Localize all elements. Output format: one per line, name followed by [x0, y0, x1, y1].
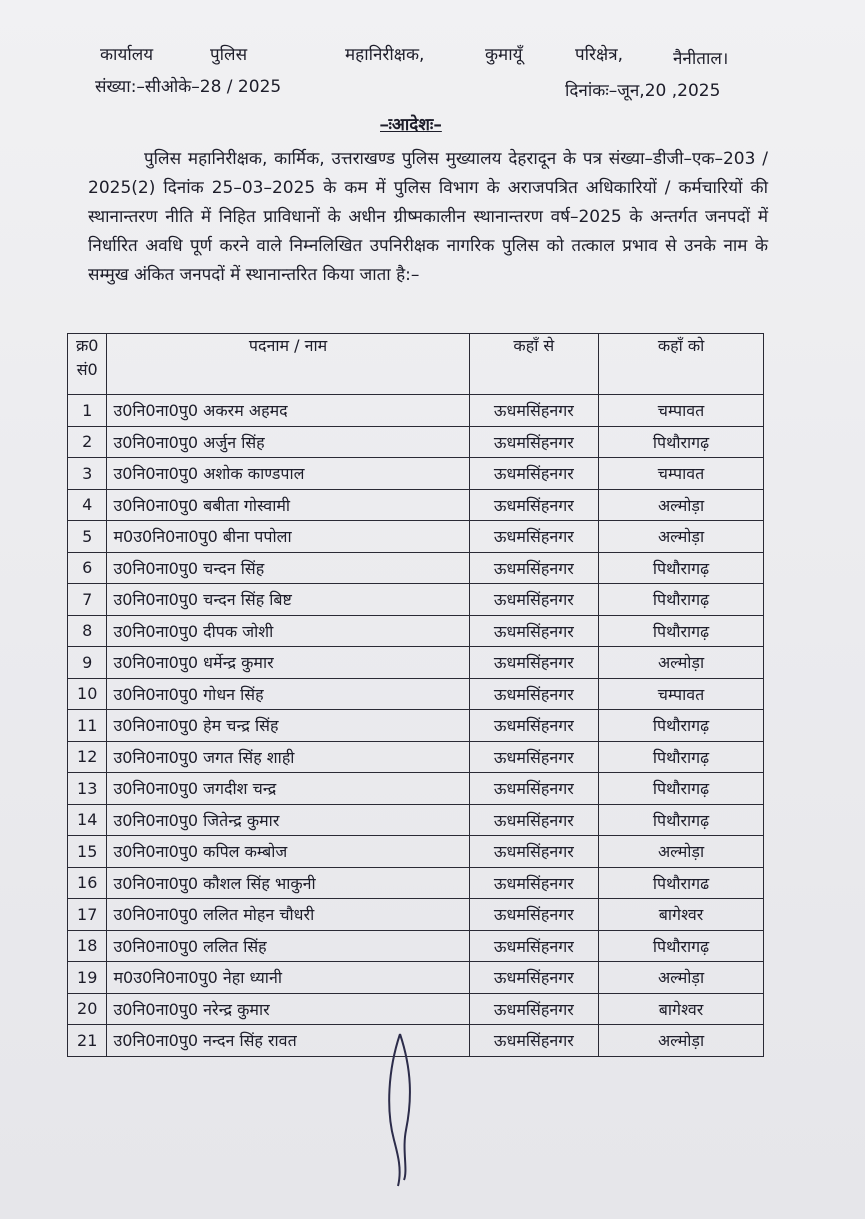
serial-cell: 19	[68, 962, 107, 994]
name-cell: उ0नि0ना0पु0 अर्जुन सिंह	[107, 426, 469, 458]
to-cell: चम्पावत	[599, 458, 764, 490]
name-cell: उ0नि0ना0पु0 ललित मोहन चौधरी	[107, 899, 469, 931]
serial-cell: 3	[68, 458, 107, 490]
serial-cell: 7	[68, 584, 107, 616]
name-cell: उ0नि0ना0पु0 दीपक जोशी	[107, 615, 469, 647]
table-row	[68, 458, 764, 490]
serial-cell: 8	[68, 615, 107, 647]
table-row	[68, 804, 764, 836]
ig-word: महानिरीक्षक,	[345, 45, 425, 65]
from-cell: ऊधमसिंहनगर	[469, 489, 598, 521]
to-cell: अल्मोड़ा	[599, 1025, 764, 1057]
order-date: दिनांकः–जून,20 ,2025	[565, 81, 721, 101]
table-row	[68, 552, 764, 584]
range-word: परिक्षेत्र,	[575, 45, 623, 65]
serial-cell: 12	[68, 741, 107, 773]
name-cell: उ0नि0ना0पु0 नरेन्द्र कुमार	[107, 993, 469, 1025]
name-cell: म0उ0नि0ना0पु0 बीना पपोला	[107, 521, 469, 553]
from-cell: ऊधमसिंहनगर	[469, 458, 598, 490]
name-cell: उ0नि0ना0पु0 कपिल कम्बोज	[107, 836, 469, 868]
from-cell: ऊधमसिंहनगर	[469, 710, 598, 742]
header-serial-line2: सं0	[76, 360, 98, 379]
table-row	[68, 930, 764, 962]
to-cell: पिथौरागढ़	[599, 930, 764, 962]
serial-cell: 20	[68, 993, 107, 1025]
header-name: पदनाम / नाम	[107, 334, 469, 395]
serial-cell: 13	[68, 773, 107, 805]
city-word: नैनीताल।	[673, 49, 729, 69]
header-from: कहाँ से	[469, 334, 598, 395]
name-cell: म0उ0नि0ना0पु0 नेहा ध्यानी	[107, 962, 469, 994]
from-cell: ऊधमसिंहनगर	[469, 426, 598, 458]
table-header-row	[68, 334, 764, 395]
serial-cell: 5	[68, 521, 107, 553]
to-cell: अल्मोड़ा	[599, 836, 764, 868]
header-serial	[68, 334, 107, 395]
table-row	[68, 521, 764, 553]
serial-cell: 16	[68, 867, 107, 899]
from-cell: ऊधमसिंहनगर	[469, 647, 598, 679]
header-serial-line1: क्र0	[75, 336, 99, 355]
to-cell: बागेश्वर	[599, 899, 764, 931]
from-cell: ऊधमसिंहनगर	[469, 584, 598, 616]
serial-cell: 18	[68, 930, 107, 962]
table-row	[68, 395, 764, 427]
serial-cell: 15	[68, 836, 107, 868]
serial-cell: 6	[68, 552, 107, 584]
table-row	[68, 647, 764, 679]
from-cell: ऊधमसिंहनगर	[469, 521, 598, 553]
table-row	[68, 962, 764, 994]
to-cell: चम्पावत	[599, 395, 764, 427]
serial-cell: 1	[68, 395, 107, 427]
table-row	[68, 489, 764, 521]
to-cell: पिथौरागढ़	[599, 710, 764, 742]
from-cell: ऊधमसिंहनगर	[469, 867, 598, 899]
name-cell: उ0नि0ना0पु0 चन्दन सिंह बिष्ट	[107, 584, 469, 616]
from-cell: ऊधमसिंहनगर	[469, 804, 598, 836]
from-cell: ऊधमसिंहनगर	[469, 615, 598, 647]
serial-cell: 21	[68, 1025, 107, 1057]
name-cell: उ0नि0ना0पु0 ललित सिंह	[107, 930, 469, 962]
order-body-text: पुलिस महानिरीक्षक, कार्मिक, उत्तराखण्ड पुलिस मुख्यालय देहरादून के पत्र संख्या–डीजी–एक–203 / 2025(2) दिनांक 25–03–2025 के कम में पुलिस विभाग के अराजपत्रित अधिकारियों / कर्मचारियों की स्थानान्तरण नीति में निहित प्राविधानों के अधीन ग्रीष्मकालीन स्थानान्तरण वर्ष–2025 के अन्तर्गत जनपदों में निर्धारित अवधि पूर्ण करने वाले निम्नलिखित उपनिरीक्षक नागरिक पुलिस को तत्काल प्रभाव से उनके नाम के सम्मुख अंकित जनपदों में स्थानान्तरित किया जाता है:–	[88, 149, 768, 285]
name-cell: उ0नि0ना0पु0 नन्दन सिंह रावत	[107, 1025, 469, 1057]
signature-mark	[382, 1030, 422, 1190]
to-cell: अल्मोड़ा	[599, 647, 764, 679]
serial-cell: 10	[68, 678, 107, 710]
table-row	[68, 426, 764, 458]
name-cell: उ0नि0ना0पु0 हेम चन्द्र सिंह	[107, 710, 469, 742]
table-row	[68, 836, 764, 868]
name-cell: उ0नि0ना0पु0 जगदीश चन्द्र	[107, 773, 469, 805]
from-cell: ऊधमसिंहनगर	[469, 836, 598, 868]
name-cell: उ0नि0ना0पु0 जगत सिंह शाही	[107, 741, 469, 773]
from-cell: ऊधमसिंहनगर	[469, 678, 598, 710]
table-row	[68, 584, 764, 616]
to-cell: पिथौरागढ़	[599, 584, 764, 616]
to-cell: पिथौरागढ़	[599, 615, 764, 647]
name-cell: उ0नि0ना0पु0 अकरम अहमद	[107, 395, 469, 427]
from-cell: ऊधमसिंहनगर	[469, 899, 598, 931]
to-cell: अल्मोड़ा	[599, 489, 764, 521]
to-cell: पिथौरागढ़	[599, 804, 764, 836]
table-row	[68, 899, 764, 931]
from-cell: ऊधमसिंहनगर	[469, 552, 598, 584]
table-row	[68, 678, 764, 710]
table-row	[68, 741, 764, 773]
serial-cell: 14	[68, 804, 107, 836]
header-to: कहाँ को	[599, 334, 764, 395]
from-cell: ऊधमसिंहनगर	[469, 773, 598, 805]
police-word: पुलिस	[210, 45, 248, 65]
from-cell: ऊधमसिंहनगर	[469, 741, 598, 773]
to-cell: अल्मोड़ा	[599, 521, 764, 553]
office-word: कार्यालय	[100, 45, 154, 65]
serial-cell: 2	[68, 426, 107, 458]
name-cell: उ0नि0ना0पु0 गोधन सिंह	[107, 678, 469, 710]
name-cell: उ0नि0ना0पु0 अशोक काण्डपाल	[107, 458, 469, 490]
to-cell: अल्मोड़ा	[599, 962, 764, 994]
to-cell: बागेश्वर	[599, 993, 764, 1025]
name-cell: उ0नि0ना0पु0 धर्मेन्द्र कुमार	[107, 647, 469, 679]
name-cell: उ0नि0ना0पु0 कौशल सिंह भाकुनी	[107, 867, 469, 899]
table-row	[68, 710, 764, 742]
to-cell: पिथौरागढ़	[599, 552, 764, 584]
reference-number: संख्या:–सीओके–28 / 2025	[95, 77, 282, 97]
from-cell: ऊधमसिंहनगर	[469, 395, 598, 427]
to-cell: पिथौरागढ	[599, 867, 764, 899]
name-cell: उ0नि0ना0पु0 चन्दन सिंह	[107, 552, 469, 584]
from-cell: ऊधमसिंहनगर	[469, 993, 598, 1025]
serial-cell: 17	[68, 899, 107, 931]
name-cell: उ0नि0ना0पु0 जितेन्द्र कुमार	[107, 804, 469, 836]
table-row	[68, 773, 764, 805]
name-cell: उ0नि0ना0पु0 बबीता गोस्वामी	[107, 489, 469, 521]
transfer-table	[67, 333, 764, 1057]
to-cell: चम्पावत	[599, 678, 764, 710]
region-word: कुमायूँ	[485, 45, 523, 65]
to-cell: पिथौरागढ़	[599, 426, 764, 458]
serial-cell: 9	[68, 647, 107, 679]
to-cell: पिथौरागढ़	[599, 773, 764, 805]
to-cell: पिथौरागढ़	[599, 741, 764, 773]
table-row	[68, 993, 764, 1025]
order-title: –ःआदेशः–	[380, 115, 442, 135]
serial-cell: 4	[68, 489, 107, 521]
table-row	[68, 867, 764, 899]
from-cell: ऊधमसिंहनगर	[469, 962, 598, 994]
from-cell: ऊधमसिंहनगर	[469, 1025, 598, 1057]
table-row	[68, 615, 764, 647]
serial-cell: 11	[68, 710, 107, 742]
from-cell: ऊधमसिंहनगर	[469, 930, 598, 962]
